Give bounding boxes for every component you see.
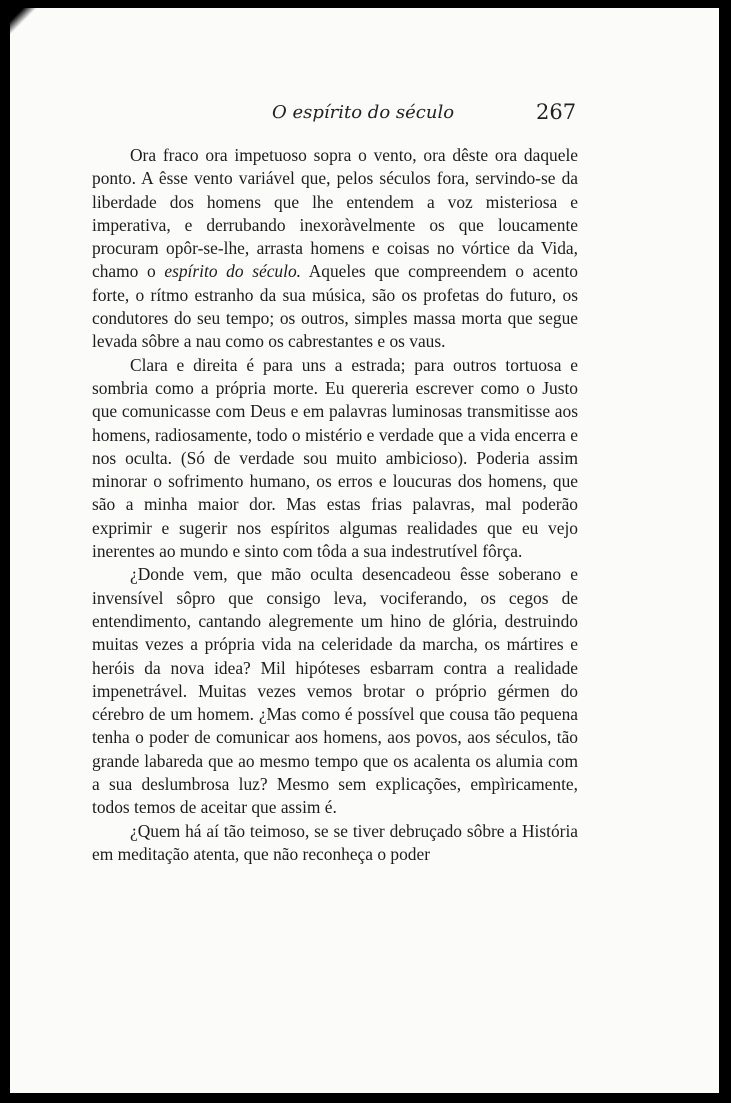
book-page — [10, 8, 719, 1093]
paragraph-1-text-start: Ora fraco ora impetuoso sopra o vento, ora dêste ora daquele ponto. A êsse vento variável que, pelos séculos fora, servindo-se da liberdade dos homens que lhe entendem a voz misteriosa e imperativa, e derrubando inexoràvelmente os que loucamente procuram opôr-se-lhe, arrasta homens e coisas no vórtice da Vida, chamo o — [92, 145, 578, 282]
running-title: O espírito do século — [272, 102, 455, 123]
paragraph-3: ¿Donde vem, que mão oculta desencadeou êsse soberano e invensível sôpro que consigo leva, vociferando, os cegos de entendimento, cantando alegremente um hino de glória, destruindo muitas vezes a própria vida na celeridade da marcha, os mártires e heróis da nova idea? Mil hipóteses esbarram contra a realidade impenetrável. Muitas vezes vemos brotar o próprio gérmen do cérebro de um homem. ¿Mas como é possível que cousa tão pequena tenha o poder de comunicar aos homens, aos povos, aos séculos, tão grande labareda que ao mesmo tempo que os acalenta os alumia com a sua deslumbrosa luz? Mesmo sem explicações, empìricamente, todos temos de aceitar que assim é. — [92, 564, 578, 818]
page-number: 267 — [536, 100, 577, 124]
paragraph-4: ¿Quem há aí tão teimoso, se se tiver debruçado sôbre a História em meditação atenta, que não reconheça o poder — [92, 820, 578, 864]
paragraph-1 — [92, 144, 578, 354]
paragraph-2: Clara e direita é para uns a estrada; para outros tortuosa e sombria como a própria morte. Eu quereria escrever como o Justo que comunicasse com Deus e em palavras luminosas transmitisse aos homens, radiosamente, todo o mistério e verdade que a vida encerra e nos oculta. (Só de verdade sou muito ambicioso). Poderia assim minorar o sofrimento humano, os erros e loucuras dos homens, que são a minha maior dor. Mas estas frias palavras, mal poderão exprimir e sugerir nos espíritos algumas realidades que eu vejo inerentes ao mundo e sinto com tôda a sua indestrutível fôrça. — [92, 354, 578, 562]
body-text — [92, 144, 578, 866]
emphasized-phrase: espírito do século. — [164, 261, 301, 282]
page-header — [10, 96, 719, 126]
paragraph-1-text-end: Aqueles que compreendem o acento forte, o rítmo estranho da sua música, são os profetas do futuro, os condutores do seu tempo; os outros, simples massa morta que segue levada sôbre a nau como os cabrestantes e os vaus. — [92, 261, 578, 352]
page-corner-shadow — [10, 8, 40, 38]
